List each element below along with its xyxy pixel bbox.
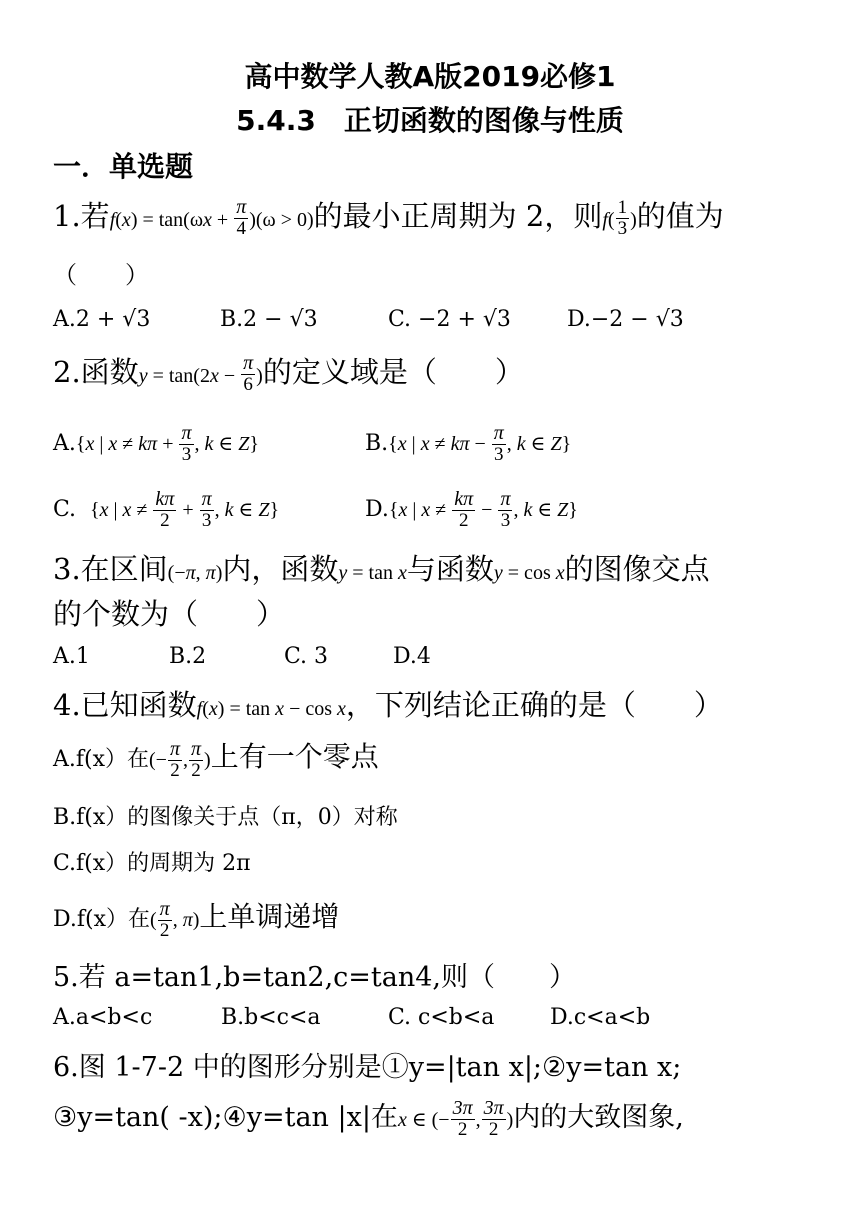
q2-option-c[interactable]: C. {x | x ≠ $\frac{k\pi}{2}$ + $\frac{\pi}{3}$ , k ∈ Z} — [53, 488, 280, 531]
question-4-stem: 4.已知函数f(x) = tan x − cos x，下列结论正确的是（ ） — [53, 688, 723, 722]
question-2-stem: 2.函数y = tan(2x − $\frac{\pi}{6}$ )的定义域是（ ） — [53, 352, 524, 396]
q5-option-a[interactable]: A.a<b<c — [53, 1005, 153, 1030]
question-3-stem-line-1: 3.在区间(−π, π)内，函数y = tan x与函数y = cos x的图像交点 — [53, 552, 710, 586]
question-1-blank: （ ） — [53, 261, 149, 289]
q1-option-c[interactable]: C. −2 + √3 — [388, 307, 511, 332]
question-3-stem-line-2: 的个数为（ ） — [53, 597, 286, 631]
question-5-stem: 5.若 a=tan1,b=tan2,c=tan4,则（ ） — [53, 962, 577, 993]
q5-option-b[interactable]: B.b<c<a — [221, 1005, 321, 1030]
question-1-stem: 1.若f(x) = tan(ωx + $\frac{\pi}{4}$ )(ω > 0)的最小正周期为 2，则f( $\frac{1}{3}$ )的值为 — [53, 196, 724, 240]
q4-option-a[interactable]: A.f(x）在(− $\frac{\pi}{2}$ , $\frac{\pi}{2}$ )上有一个零点 — [53, 738, 379, 782]
q3-option-d[interactable]: D.4 — [393, 644, 431, 669]
doc-title: 高中数学人教A版2019必修1 — [244, 60, 616, 93]
section-heading: 一．单选题 — [53, 150, 194, 183]
q2-option-b[interactable]: B.{x | x ≠ kπ − $\frac{\pi}{3}$ , k ∈ Z} — [365, 422, 572, 465]
q3-option-b[interactable]: B.2 — [169, 644, 207, 669]
q5-option-c[interactable]: C. c<b<a — [388, 1005, 495, 1030]
q5-option-d[interactable]: D.c<a<b — [550, 1005, 651, 1030]
q1-option-a[interactable]: A.2 + √3 — [53, 307, 151, 332]
q4-option-c[interactable]: C.f(x）的周期为 2π — [53, 851, 251, 876]
q4-option-d[interactable]: D.f(x）在( $\frac{\pi}{2}$ , π)上单调递增 — [53, 898, 340, 942]
q2-option-d[interactable]: D.{x | x ≠ $\frac{k\pi}{2}$ − $\frac{\pi}{3}$ , k ∈ Z} — [365, 488, 578, 531]
q4-option-b[interactable]: B.f(x）的图像关于点（π，0）对称 — [53, 805, 398, 830]
q1-function-formula: f — [109, 209, 116, 231]
q3-option-a[interactable]: A.1 — [53, 644, 90, 669]
q3-option-c[interactable]: C. 3 — [284, 644, 329, 669]
question-6-stem-line-1: 6.图 1-7-2 中的图形分别是①y=|tan x|;②y=tan x; — [53, 1052, 682, 1083]
q1-option-b[interactable]: B.2 − √3 — [220, 307, 318, 332]
doc-subtitle: 5.4.3 正切函数的图像与性质 — [236, 104, 624, 137]
q1-option-d[interactable]: D.−2 − √3 — [567, 307, 684, 332]
q2-option-a[interactable]: A.{x | x ≠ kπ + $\frac{\pi}{3}$ , k ∈ Z} — [53, 422, 259, 465]
question-6-stem-line-2: ③y=tan( -x);④y=tan |x|在x ∈ (− $\frac{3\pi}{2}$ , $\frac{3\pi}{2}$ )内的大致图象, — [53, 1096, 684, 1140]
